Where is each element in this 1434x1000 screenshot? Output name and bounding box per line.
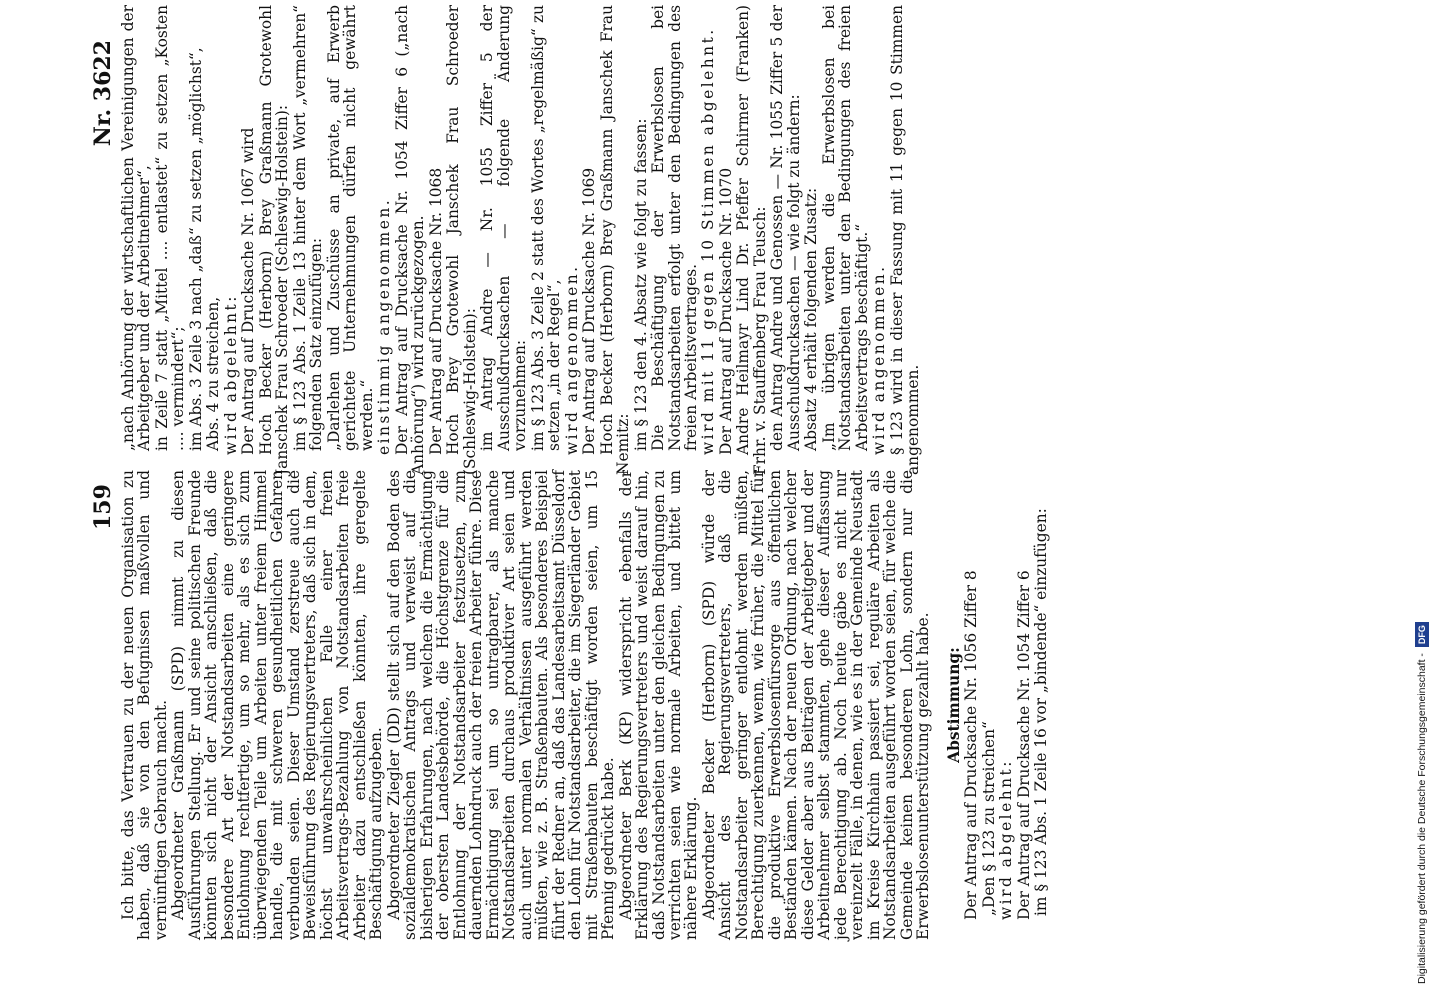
document-number: Nr. 3622	[90, 40, 116, 147]
paragraph: Abgeordneter Becker (Herborn) (SPD) würde der Ansicht des Regierungsvertreters, daß die Notstandsarbeiter geringer entlohnt werden müßten, Berechtigung zuerkennen, wenn, wie früher, die Mittel für die produktive Erwerbslosenfürsorge aus öffentlichen Beständen kämen. Nach der neuen Ordnung, nach welcher diese Gelder aber aus Beiträgen der Arbeitgeber und der Arbeitnehmer selbst stammten, gehe dieser Auffassung jede Berechtigung ab. Noch heute gäbe es nicht nur vereinzelt Fälle, in denen, wie es in der Gemeinde Neustadt im Kreise Kirchhain passiert sei, reguläre Arbeiten als Notstandsarbeiten ausgeführt worden seien, für welche die Gemeinde keinen besonderen Lohn, sondern nur die Erwerbslosenunterstützung gezahlt habe.	[699, 470, 933, 940]
section-heading: Abstimmung:	[944, 647, 963, 763]
vote-result: wird abgelehnt:	[221, 294, 240, 455]
paragraph: „Darlehen und Zuschüsse an private, auf Erwerb gerichtete Unternehmungen dürfen nicht gewährt werden.“	[324, 5, 376, 451]
vote-result: wird abgelehnt:	[997, 759, 1016, 920]
paragraph: Der Antrag auf Drucksache Nr. 1069	[580, 167, 599, 455]
digitization-notice: Digitalisierung gefördert durch die Deutsche Forschungsgemeinschaft -	[1416, 653, 1428, 984]
paragraph: Absatz 4 erhält folgenden Zusatz:	[802, 187, 821, 451]
sidebar-text-strip	[1410, 0, 1434, 990]
paragraph: Hoch Brey Grotewohl Janschek Frau Schroeder (Schleswig-Holstein):	[444, 5, 479, 475]
paragraph: Der Antrag auf Drucksache Nr. 1054 Ziffer 6 („nach Anhörung“) wird zurückgezogen.	[392, 5, 428, 475]
paragraph: Hoch Becker (Herborn) Brey Graßmann Janschek Frau Nemitz:	[597, 5, 633, 475]
paragraph: Abgeordneter Graßmann (SPD) nimmt zu diesen Ausführungen Stellung. Er und seine politischen Freunde könnten sich nicht der Ansicht anschließen, daß die besondere Art der Notstandsarbeiten eine geringere Entlohnung rechtfertige, um so mehr, als es sich zum überwiegenden Teile um Arbeiten unter freiem Himmel handle, die mit schweren gesundheitlichen Gefahren verbunden seien. Dieser Umstand zerstreue auch die Beweisführung des Regierungsvertreters, daß sich in dem, höchst unwahrscheinlichen Falle einer freien Arbeitsvertrags-Bezahlung von Notstandsarbeiten freie Arbeiter dazu entschließen könnten, ihre geregelte Beschäftigung aufzugeben.	[169, 470, 386, 940]
vote-result: wird angenommen.	[870, 264, 889, 455]
vote-result: wird mit 11 gegen 10 Stimmen abgelehnt.	[699, 27, 718, 455]
paragraph: Hoch Becker (Herborn) Brey Graßmann Grotewohl Janschek Frau Schroeder (Schleswig-Holstein):	[256, 5, 292, 475]
vote-result: wird angenommen.	[562, 264, 581, 455]
paragraph: im § 123 den 4. Absatz wie folgt zu fassen:	[631, 118, 650, 451]
paragraph: im § 123 Abs. 3 Zeile 2 statt des Wortes „regelmäßig“ zu setzen „in der Regel“,	[528, 5, 564, 451]
paragraph: Abgeordneter Berk (KP) widerspricht ebenfalls der Erklärung des Regierungsvertreters und weist darauf hin, daß Notstandsarbeiten unter den gleichen Bedingungen zu verrichten seien wie normale Arbeiten, und bittet um nähere Erklärung.	[616, 470, 701, 940]
paragraph: Ich bitte, das Vertrauen zu der neuen Organisation zu haben, daß sie von den Befugnissen maßvollen und vernünftigen Gebrauch macht.	[119, 470, 170, 940]
page-number: 159	[90, 484, 116, 530]
paragraph: im § 123 Abs. 1 Zeile 16 vor „bindende“ einzufügen:	[1032, 508, 1051, 916]
paragraph: § 123 wird in dieser Fassung mit 11 gegen 10 Stimmen angenommen.	[887, 5, 923, 475]
paragraph: den Antrag Andre und Genossen — Nr. 1055 Ziffer 5 der Ausschußdrucksachen — wie folgt zu ändern:	[768, 5, 803, 451]
paragraph: Der Antrag auf Drucksache Nr. 1067 wird	[239, 127, 258, 455]
paragraph: „Den § 123 zu streichen“	[979, 721, 998, 916]
paragraph: Der Antrag auf Drucksache Nr. 1070	[716, 167, 735, 455]
paragraph: Andre Heilmayr Lind Dr. Pfeffer Schirmer (Franken) Frhr. v. Stauffenberg Frau Teusch:	[734, 5, 769, 475]
paragraph: Der Antrag auf Drucksache Nr. 1056 Ziffer 8	[962, 570, 981, 920]
paragraph: in Zeile 7 statt „Mittel .... entlastet“ zu setzen „Kosten .... vermindert“;	[152, 5, 188, 451]
dfg-logo-icon: DFG	[1415, 622, 1429, 647]
vote-result: einstimmig angenommen.	[375, 197, 394, 455]
paragraph: im Abs. 3 Zeile 3 nach „daß“ zu setzen „möglichst“,	[186, 47, 205, 451]
paragraph: „nach Anhörung der wirtschaftlichen Vereinigungen der Arbeitgeber und der Arbeitnehmer“,	[119, 5, 154, 451]
paragraph: Die Beschäftigung der Erwerbslosen bei Notstandsarbeiten erfolgt unter den Bedingungen des freien Arbeitsvertrages.	[649, 5, 700, 451]
paragraph: Abs. 4 zu streichen,	[204, 296, 223, 451]
right-text-column	[120, 5, 923, 475]
paragraph: im Antrag Andre — Nr. 1055 Ziffer 5 der Ausschußdrucksachen — folgende Änderung vorzunehmen:	[478, 5, 530, 451]
paragraph: „Im übrigen werden die Erwerbslosen bei Notstandsarbeiten unter den Bedingungen des freien Arbeitsvertrags beschäftigt.“	[819, 5, 871, 451]
paragraph: im § 123 Abs. 1 Zeile 13 hinter dem Wort „vermehren“ folgenden Satz einzufügen:	[290, 5, 326, 451]
digitization-sidebar	[1410, 0, 1434, 1000]
paragraph: Der Antrag auf Drucksache Nr. 1068	[426, 167, 445, 455]
paragraph: Abgeordneter Ziegler (DD) stellt sich auf den Boden des sozialdemokratischen Antrags und verweist auf die bisherigen Erfahrungen, nach welchen die Ermächtigung der obersten Landesbehörde, die Höchstgrenze für die Entlohnung der Notstandsarbeiter festzusetzen, zum dauernden Lohndruck auch der freien Arbeiter führe. Diese Ermächtigung sei um so untragbarer, als manche Notstandsarbeiten durchaus produktiver Art seien und auch unter normalen Verhältnissen ausgeführt werden müßten, wie z. B. Straßenbauten. Als besonderes Beispiel führt der Redner an, daß das Landesarbeitsamt Düsseldorf den Lohn für Notstandsarbeiter, die im Siegerländer Gebiet mit Straßenbauten beschäftigt worden seien, um 15 Pfennig gedrückt habe.	[384, 470, 618, 940]
left-text-column	[120, 470, 1051, 940]
paragraph: Der Antrag auf Drucksache Nr. 1054 Ziffer 6	[1014, 570, 1033, 920]
